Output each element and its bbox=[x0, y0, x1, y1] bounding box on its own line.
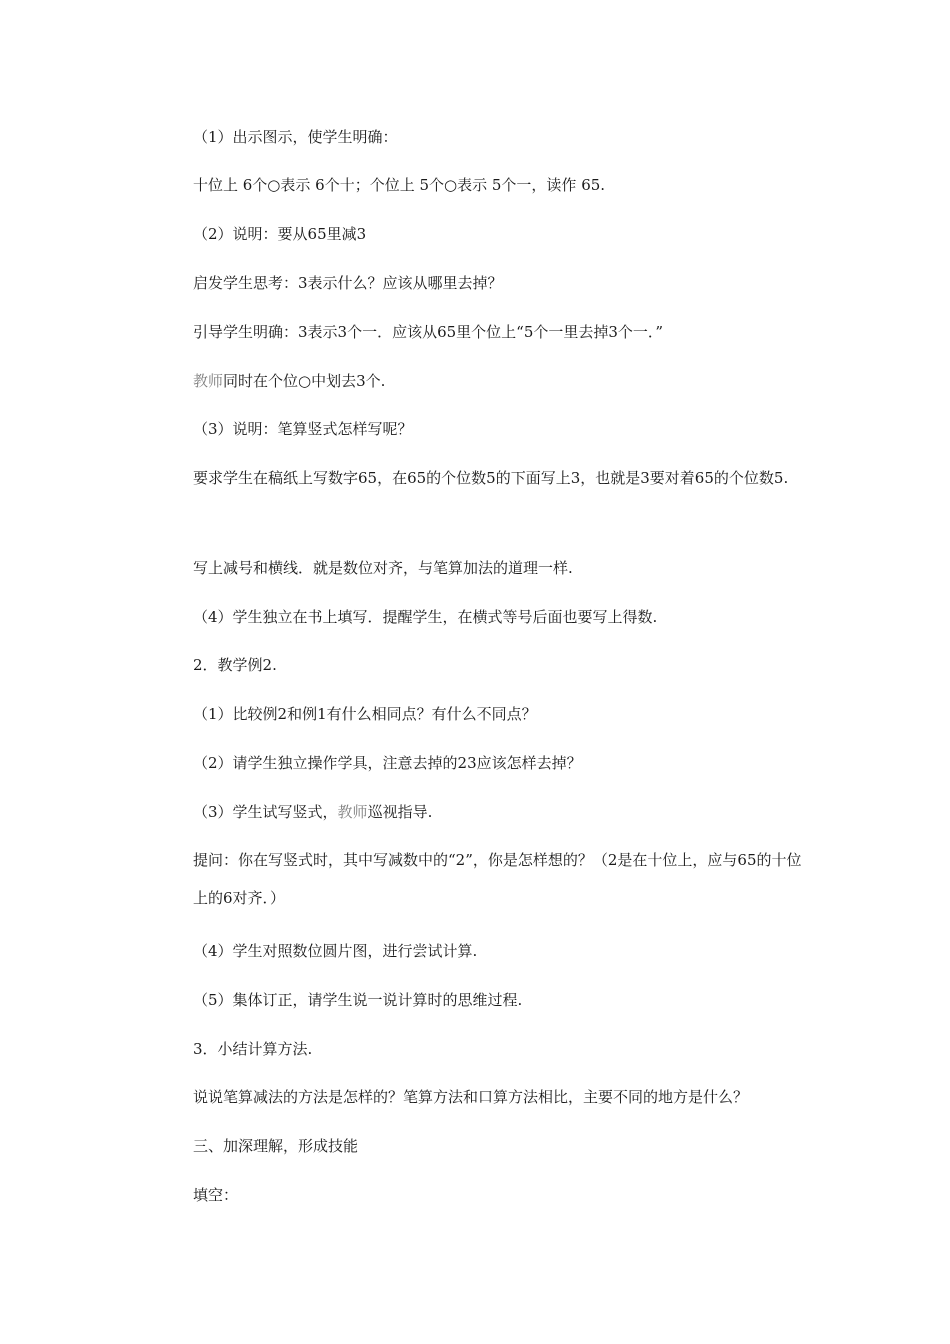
paragraph-13: （2）请学生独立操作学具，注意去掉的23应该怎样去掉？ bbox=[193, 754, 582, 772]
paragraph-16: （4）学生对照数位圆片图，进行尝试计算. bbox=[193, 942, 478, 960]
paragraph-14-post: 巡视指导. bbox=[367, 803, 433, 821]
paragraph-14 bbox=[193, 793, 813, 831]
paragraph-14-pre: （3）学生试写竖式， bbox=[193, 803, 338, 821]
paragraph-6-post: 同时在个位○中划去3个. bbox=[223, 372, 386, 390]
paragraph-18: 3．小结计算方法. bbox=[193, 1040, 313, 1058]
paragraph-2: 十位上 6个○表示 6个十；个位上 5个○表示 5个一，读作 65. bbox=[193, 176, 606, 194]
paragraph-1: （1）出示图示，使学生明确： bbox=[193, 128, 398, 146]
paragraph-9: 写上减号和横线．就是数位对齐，与笔算加法的道理一样. bbox=[193, 559, 573, 577]
paragraph-3: （2）说明：要从65里减3 bbox=[193, 225, 367, 243]
paragraph-11: 2．教学例2. bbox=[193, 656, 277, 674]
section-heading-3: 三、加深理解，形成技能 bbox=[193, 1137, 359, 1155]
paragraph-10: （4）学生独立在书上填写．提醒学生，在横式等号后面也要写上得数. bbox=[193, 608, 658, 626]
paragraph-6 bbox=[193, 362, 813, 400]
teacher-link[interactable]: 教师 bbox=[337, 803, 368, 821]
paragraph-21: 填空： bbox=[193, 1186, 239, 1204]
paragraph-8: 要求学生在稿纸上写数字65，在65的个位数5的下面写上3，也就是3要对着65的个位数5. bbox=[193, 469, 789, 487]
paragraph-19: 说说笔算减法的方法是怎样的？笔算方法和口算方法相比，主要不同的地方是什么？ bbox=[193, 1088, 749, 1106]
paragraph-7: （3）说明：笔算竖式怎样写呢？ bbox=[193, 420, 413, 438]
paragraph-15: 提问：你在写竖式时，其中写减数中的“2”，你是怎样想的？（2是在十位上，应与65的十位上的6对齐．） bbox=[193, 851, 802, 907]
paragraph-4: 启发学生思考：3表示什么？应该从哪里去掉？ bbox=[193, 274, 503, 292]
teacher-link[interactable]: 教师 bbox=[193, 372, 224, 390]
paragraph-5: 引导学生明确：3表示3个一．应该从65里个位上“5个一里去掉3个一．” bbox=[193, 323, 664, 341]
paragraph-17: （5）集体订正，请学生说一说计算时的思维过程. bbox=[193, 991, 523, 1009]
paragraph-12: （1）比较例2和例1有什么相同点？有什么不同点？ bbox=[193, 705, 537, 723]
